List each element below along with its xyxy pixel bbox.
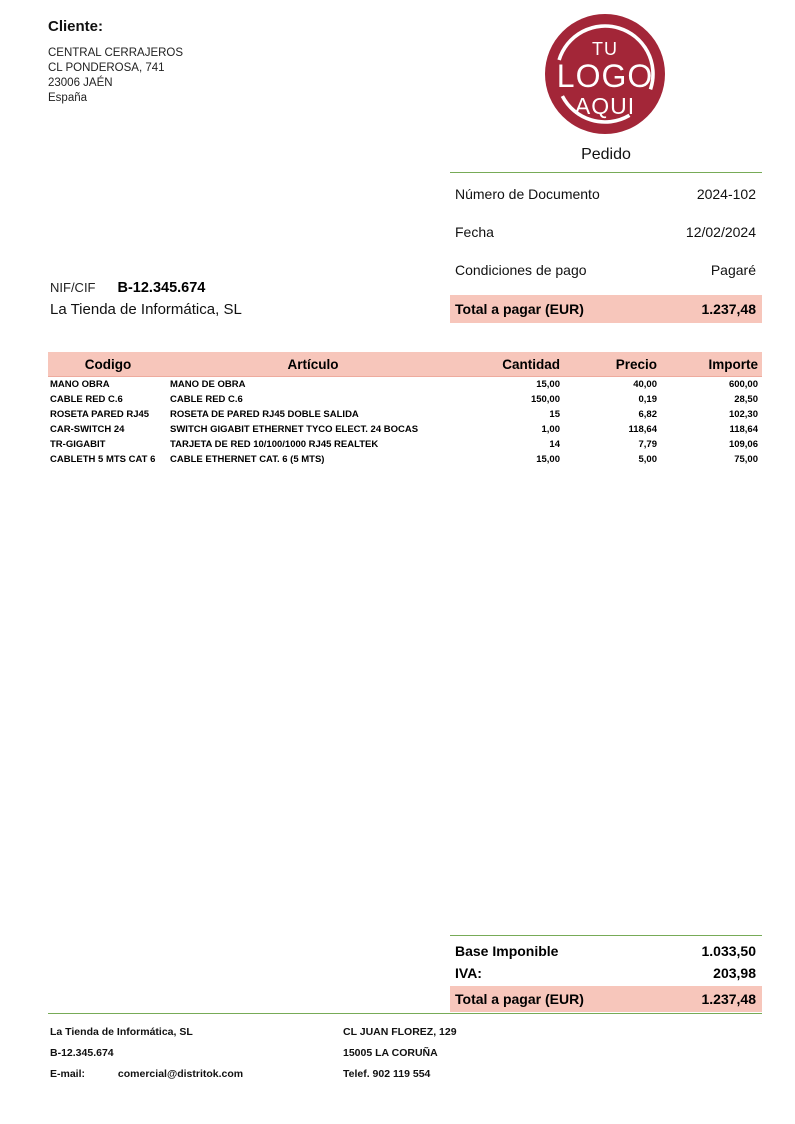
- item-price-cell: 0,19: [638, 394, 657, 405]
- logo-text-middle: LOGO: [556, 58, 654, 94]
- item-row: [48, 422, 762, 437]
- footer-phone: Telef. 902 119 554: [343, 1068, 431, 1080]
- company-logo: [544, 13, 666, 135]
- client-country: España: [48, 92, 88, 104]
- date-row: [450, 224, 762, 240]
- client-postal-city: 23006 JAÉN: [48, 77, 113, 89]
- item-description-cell: MANO DE OBRA: [170, 379, 246, 390]
- title-divider: [450, 172, 762, 173]
- item-qty-cell: 15: [549, 409, 560, 420]
- header-cantidad: Cantidad: [502, 356, 560, 372]
- footer-divider: [48, 1013, 762, 1014]
- document-type-title: Pedido: [581, 146, 631, 163]
- items-table: [48, 352, 762, 467]
- summary-total-value: 1.237,48: [701, 991, 756, 1007]
- item-qty-cell: 1,00: [541, 424, 560, 435]
- item-description-cell: SWITCH GIGABIT ETHERNET TYCO ELECT. 24 BOCAS: [170, 424, 419, 435]
- seller-nif-value: B-12.345.674: [117, 280, 206, 296]
- item-code-cell: CABLETH 5 MTS CAT 6: [50, 454, 156, 465]
- payment-terms-label: Condiciones de pago: [455, 262, 587, 278]
- footer-email-value: comercial@distritok.com: [117, 1068, 244, 1080]
- item-amount-cell: 75,00: [734, 454, 758, 465]
- total-due-label: Total a pagar (EUR): [455, 301, 584, 317]
- item-description-cell: ROSETA DE PARED RJ45 DOBLE SALIDA: [170, 409, 359, 420]
- footer-city: 15005 LA CORUÑA: [343, 1047, 438, 1059]
- item-amount-cell: 109,06: [728, 439, 758, 450]
- payment-terms-row: [450, 262, 762, 278]
- totals-summary-panel: [450, 935, 762, 1012]
- item-price-cell: 6,82: [638, 409, 657, 420]
- item-description-cell: CABLE ETHERNET CAT. 6 (5 MTS): [170, 454, 325, 465]
- client-name: CENTRAL CERRAJEROS: [48, 47, 184, 59]
- client-label: Cliente:: [48, 18, 104, 35]
- item-qty-cell: 150,00: [530, 394, 560, 405]
- header-precio: Precio: [615, 356, 657, 372]
- item-qty-cell: 15,00: [536, 454, 560, 465]
- item-description-cell: TARJETA DE RED 10/100/1000 RJ45 REALTEK: [170, 439, 379, 450]
- base-imponible-label: Base Imponible: [455, 943, 559, 959]
- item-qty-cell: 14: [549, 439, 560, 450]
- date-value: 12/02/2024: [685, 224, 756, 240]
- document-number-row: [450, 186, 762, 202]
- logo-badge-icon: [544, 13, 666, 135]
- item-price-cell: 118,64: [628, 424, 657, 435]
- iva-row: [450, 962, 762, 984]
- item-code-cell: ROSETA PARED RJ45: [50, 409, 150, 420]
- item-qty-cell: 15,00: [536, 379, 560, 390]
- item-row: [48, 392, 762, 407]
- item-amount-cell: 28,50: [734, 394, 758, 405]
- document-number-label: Número de Documento: [455, 186, 600, 202]
- item-price-cell: 40,00: [633, 379, 657, 390]
- item-row: [48, 452, 762, 467]
- total-due-row: [450, 295, 762, 323]
- base-imponible-value: 1.033,50: [701, 943, 756, 959]
- items-table-header: [48, 352, 762, 377]
- base-imponible-row: [450, 940, 762, 962]
- item-row: [48, 407, 762, 422]
- header-codigo: Codigo: [84, 356, 132, 372]
- item-price-cell: 7,79: [638, 439, 657, 450]
- item-code-cell: CABLE RED C.6: [50, 394, 123, 405]
- logo-text-bottom: AQUI: [574, 93, 636, 119]
- footer-address: CL JUAN FLOREZ, 129: [343, 1026, 457, 1038]
- footer-email-label: E-mail:: [50, 1068, 86, 1080]
- iva-label: IVA:: [455, 965, 482, 981]
- payment-terms-value: Pagaré: [710, 262, 756, 278]
- total-due-value: 1.237,48: [701, 301, 756, 317]
- summary-total-row: [450, 986, 762, 1012]
- seller-nif-label: NIF/CIF: [50, 280, 96, 295]
- logo-text-top: TU: [592, 39, 618, 59]
- summary-total-label: Total a pagar (EUR): [455, 991, 584, 1007]
- footer-company: La Tienda de Informática, SL: [50, 1026, 193, 1038]
- header-articulo: Artículo: [287, 356, 339, 372]
- document-number-value: 2024-102: [696, 186, 756, 202]
- footer-nif: B-12.345.674: [50, 1047, 114, 1059]
- iva-value: 203,98: [713, 965, 756, 981]
- item-amount-cell: 118,64: [729, 424, 758, 435]
- seller-company-name: La Tienda de Informática, SL: [50, 301, 242, 318]
- date-label: Fecha: [455, 224, 494, 240]
- seller-section: [50, 280, 242, 318]
- client-section: [48, 18, 183, 106]
- item-row: [48, 437, 762, 452]
- item-price-cell: 5,00: [638, 454, 657, 465]
- item-code-cell: TR-GIGABIT: [50, 439, 106, 450]
- header-importe: Importe: [708, 356, 758, 372]
- item-code-cell: MANO OBRA: [50, 379, 110, 390]
- item-code-cell: CAR-SWITCH 24: [50, 424, 125, 435]
- client-street: CL PONDEROSA, 741: [48, 62, 165, 74]
- item-amount-cell: 600,00: [728, 379, 758, 390]
- item-amount-cell: 102,30: [728, 409, 758, 420]
- item-row: [48, 377, 762, 392]
- item-description-cell: CABLE RED C.6: [170, 394, 243, 405]
